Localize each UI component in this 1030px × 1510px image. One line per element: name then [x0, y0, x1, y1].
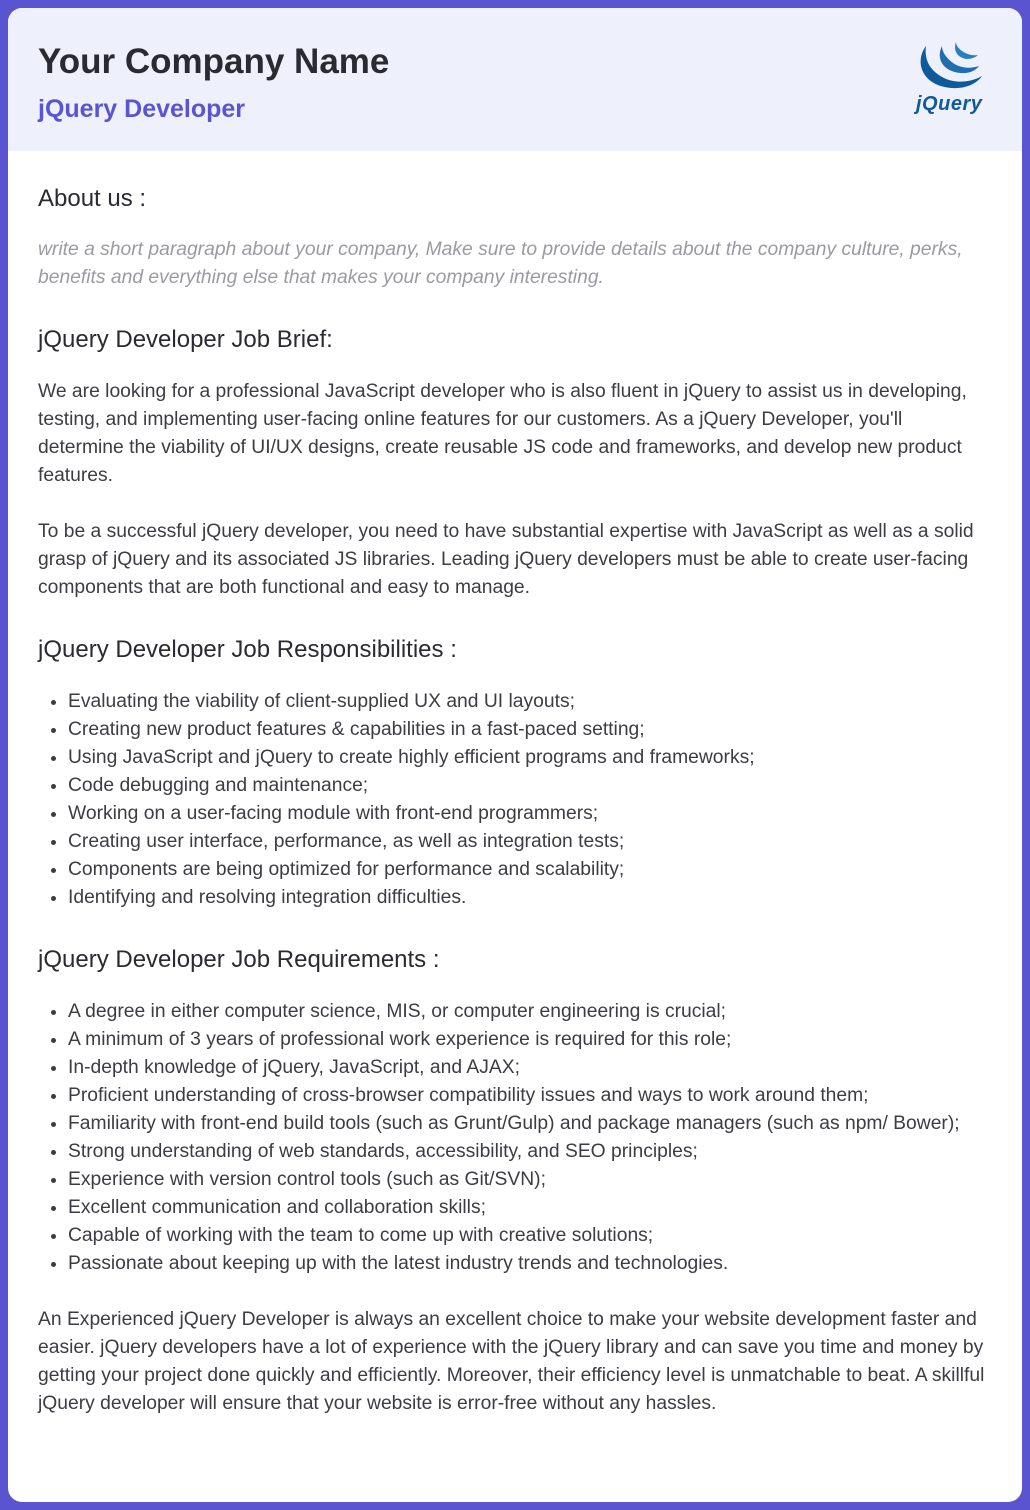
list-item: • Strong understanding of web standards, accessibility, and SEO principles;: [68, 1138, 992, 1166]
job-description-card: [8, 8, 1022, 1502]
responsibilities-list: [38, 688, 992, 912]
list-item: • Components are being optimized for performance and scalability;: [68, 856, 992, 884]
list-item: • Proficient understanding of cross-browser compatibility issues and ways to work around them;: [68, 1082, 992, 1110]
list-item: • Working on a user-facing module with front-end programmers;: [68, 800, 992, 828]
brief-heading: jQuery Developer Job Brief:: [38, 326, 333, 353]
brief-paragraph-1: We are looking for a professional JavaScript developer who is also fluent in jQuery to assist us in developing, testing, and implementing user-facing online features for our customers. As a jQuery Developer, you'll determine the viability of UI/UX designs, create reusable JS code and frameworks, and develop new product features.: [38, 381, 967, 486]
requirements-heading: jQuery Developer Job Requirements :: [38, 946, 440, 973]
list-item: • Code debugging and maintenance;: [68, 772, 992, 800]
company-name: Your Company Name: [38, 42, 390, 81]
requirements-list: [38, 998, 992, 1278]
list-item: • In-depth knowledge of jQuery, JavaScript, and AJAX;: [68, 1054, 992, 1082]
list-item: • Creating user interface, performance, as well as integration tests;: [68, 828, 992, 856]
list-item: • Capable of working with the team to come up with creative solutions;: [68, 1222, 992, 1250]
list-item: • Using JavaScript and jQuery to create highly efficient programs and frameworks;: [68, 744, 992, 772]
closing-paragraph: An Experienced jQuery Developer is always an excellent choice to make your website development faster and easier. jQuery developers have a lot of experience with the jQuery library and can save you time and money by getting your project done quickly and efficiently. Moreover, their efficiency level is unmatchable to beat. A skillful jQuery developer will ensure that your website is error-free without any hassles.: [38, 1309, 985, 1414]
list-item: • Excellent communication and collaboration skills;: [68, 1194, 992, 1222]
list-item: • Passionate about keeping up with the latest industry trends and technologies.: [68, 1250, 992, 1278]
main-content: [8, 151, 1022, 1418]
about-text: write a short paragraph about your company, Make sure to provide details about the company culture, perks, benefits and everything else that makes your company interesting.: [38, 239, 963, 288]
brief-paragraph-2: To be a successful jQuery developer, you need to have substantial expertise with JavaScript as well as a solid grasp of jQuery and its associated JS libraries. Leading jQuery developers must be able to create user-facing components that are both functional and easy to manage.: [38, 521, 974, 598]
list-item: • Familiarity with front-end build tools (such as Grunt/Gulp) and package managers (such as npm/ Bower);: [68, 1110, 992, 1138]
logo-wordmark: jQuery: [916, 93, 983, 115]
list-item: • A minimum of 3 years of professional work experience is required for this role;: [68, 1026, 992, 1054]
list-item: • Experience with version control tools (such as Git/SVN);: [68, 1166, 992, 1194]
list-item: • Identifying and resolving integration difficulties.: [68, 884, 992, 912]
jquery-swoosh-icon: [912, 38, 992, 96]
jquery-logo: [912, 38, 992, 122]
responsibilities-heading: jQuery Developer Job Responsibilities :: [38, 636, 457, 663]
list-item: • A degree in either computer science, MIS, or computer engineering is crucial;: [68, 998, 992, 1026]
list-item: • Creating new product features & capabilities in a fast-paced setting;: [68, 716, 992, 744]
list-item: • Evaluating the viability of client-supplied UX and UI layouts;: [68, 688, 992, 716]
about-heading: About us :: [38, 185, 147, 212]
job-title: jQuery Developer: [38, 95, 246, 123]
header: [8, 8, 1022, 151]
